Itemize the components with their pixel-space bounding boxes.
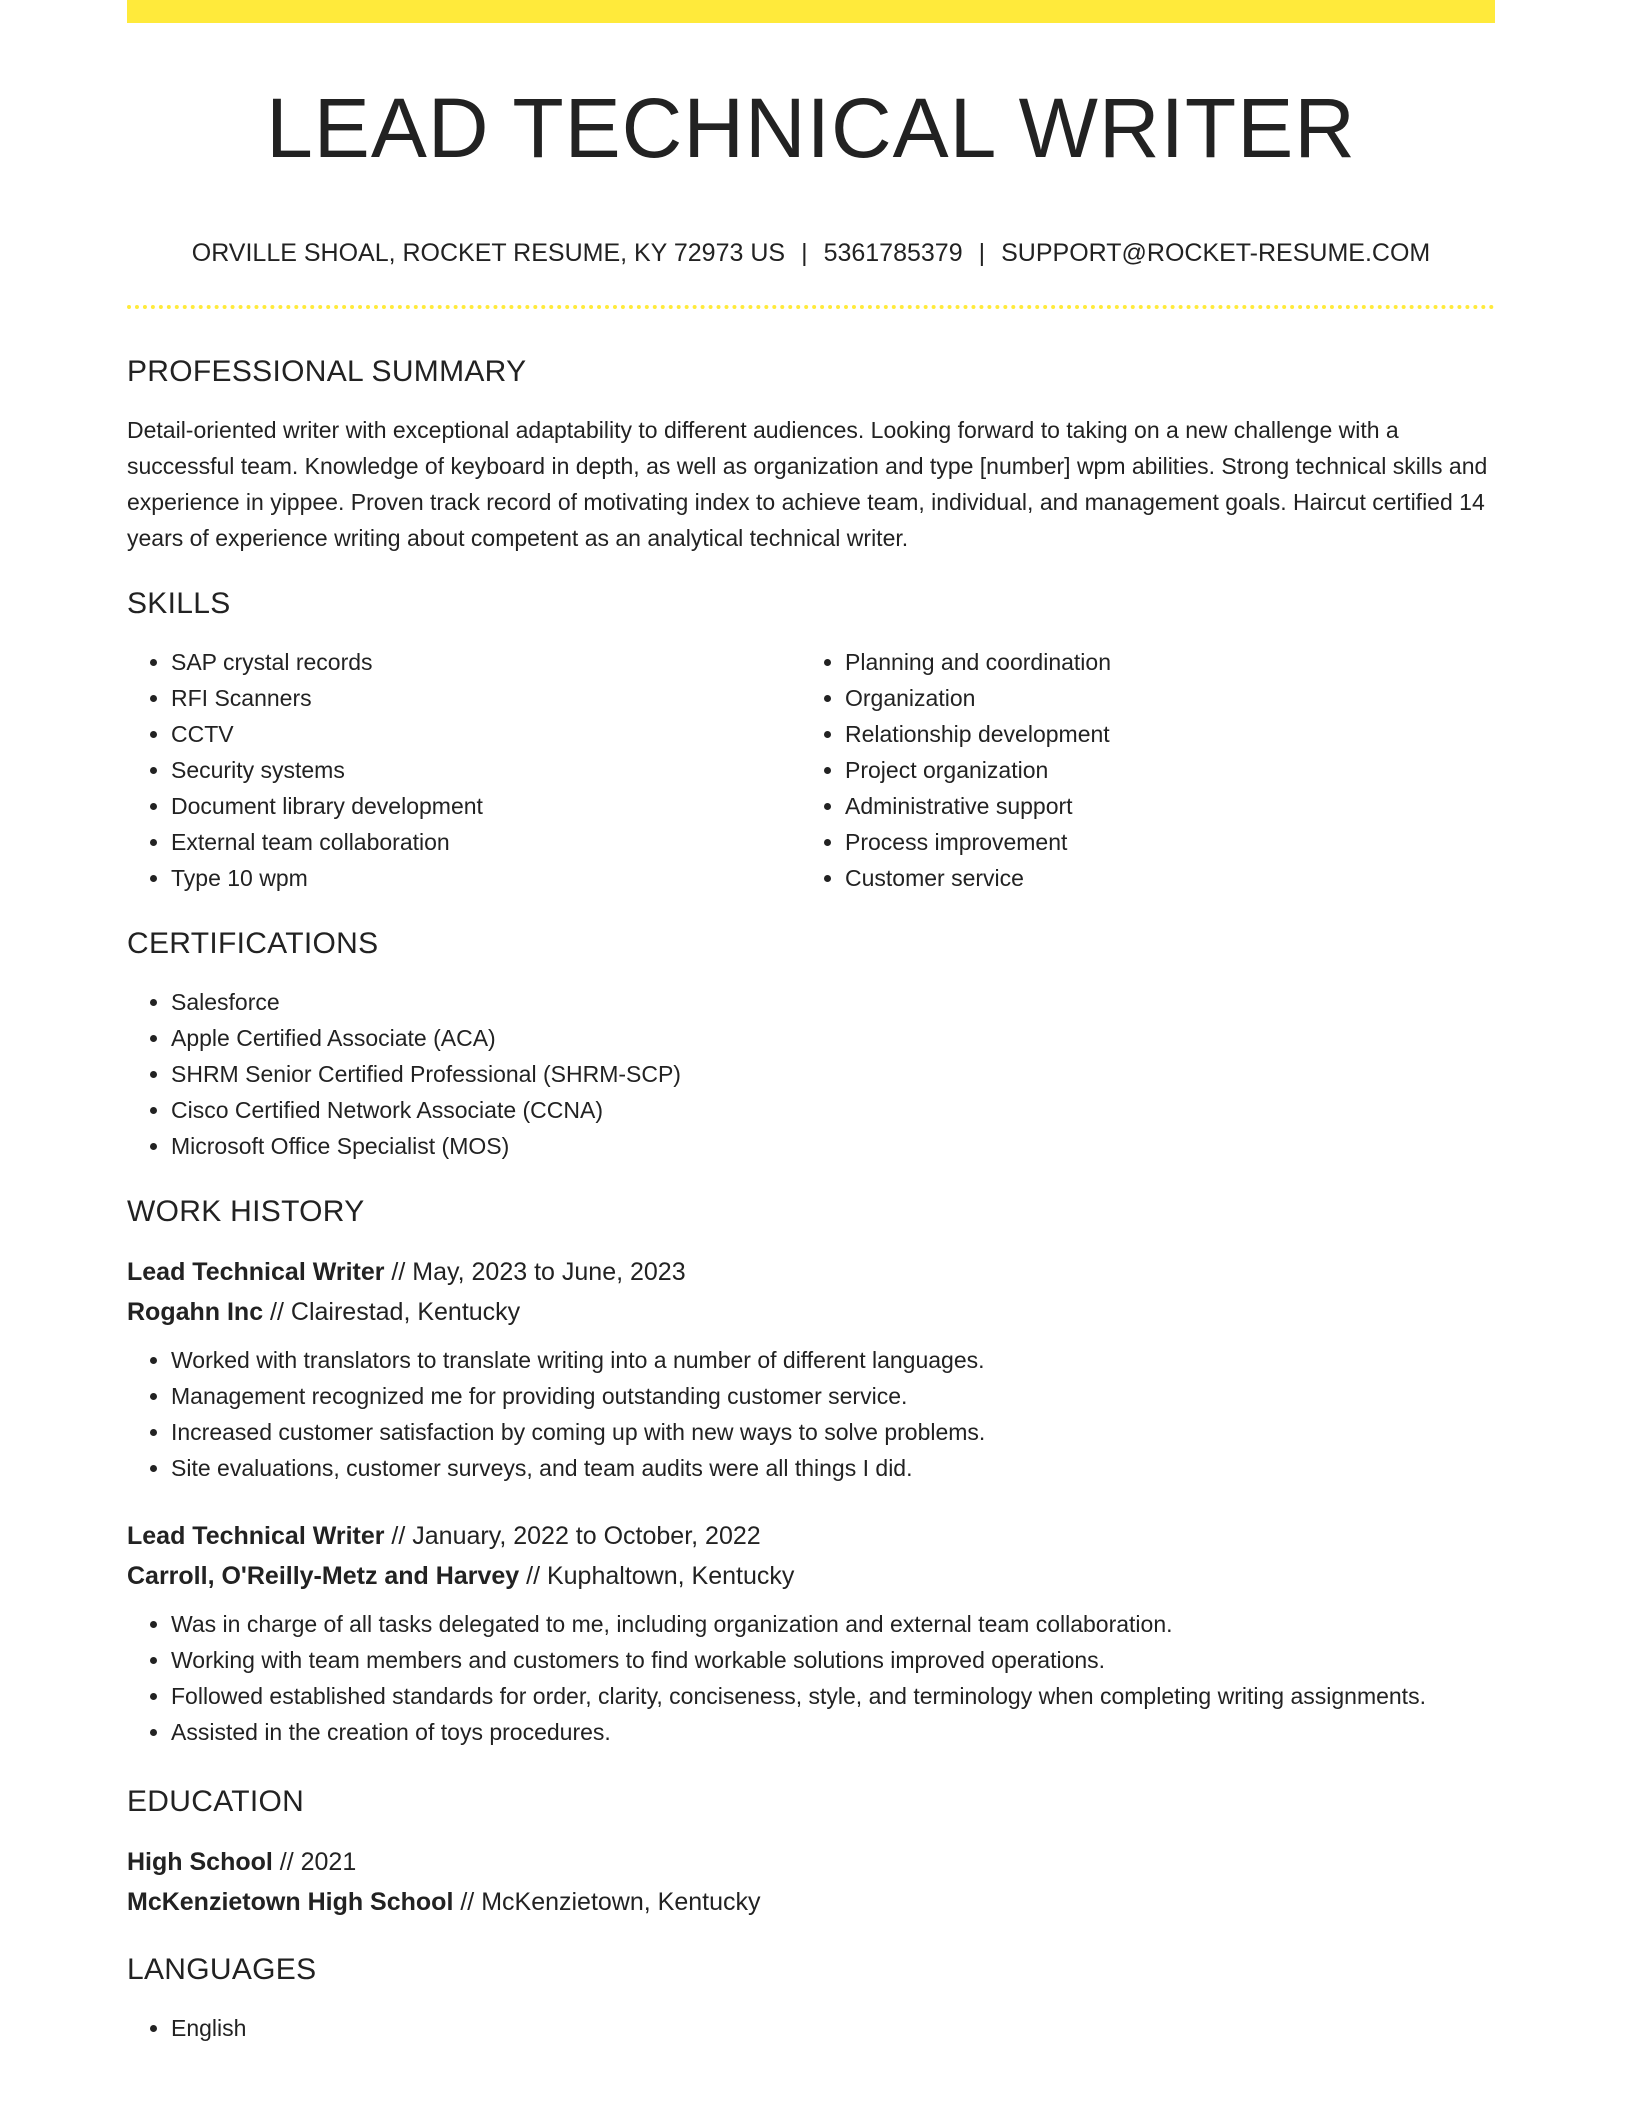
job-location: // Kuphaltown, Kentucky <box>519 1562 795 1590</box>
skills-column-left <box>127 644 801 896</box>
skills-section <box>127 582 1495 896</box>
languages-section <box>127 1948 1495 2046</box>
education-heading: EDUCATION <box>127 1785 305 1818</box>
top-accent-bar <box>127 0 1495 23</box>
contact-line <box>127 236 1495 270</box>
skills-grid <box>127 644 1495 896</box>
job-company: Rogahn Inc <box>127 1298 264 1326</box>
certifications-heading: CERTIFICATIONS <box>127 927 379 960</box>
job-duty: • Working with team members and customers to find workable solutions improved operations. <box>171 1642 1495 1678</box>
job-duty: • Followed established standards for order, clarity, conciseness, style, and terminology when completing writing assignments. <box>171 1678 1495 1714</box>
education-degree: High School <box>127 1848 273 1876</box>
job-title: Lead Technical Writer <box>127 1522 385 1550</box>
certification-item: • Cisco Certified Network Associate (CCNA) <box>171 1092 1495 1128</box>
skill-item: • Process improvement <box>845 824 1475 860</box>
job-company-line <box>127 1556 1495 1596</box>
job-dates: // May, 2023 to June, 2023 <box>384 1258 686 1286</box>
certification-item: • Apple Certified Associate (ACA) <box>171 1020 1495 1056</box>
languages-heading: LANGUAGES <box>127 1953 317 1986</box>
education-location: // McKenzietown, Kentucky <box>453 1888 761 1916</box>
work-history-section <box>127 1190 1495 1750</box>
skill-item: • External team collaboration <box>171 824 801 860</box>
contact-email: SUPPORT@ROCKET-RESUME.COM <box>1001 239 1431 267</box>
education-year: // 2021 <box>272 1848 357 1876</box>
contact-phone: 5361785379 <box>823 239 963 267</box>
job-duty: • Assisted in the creation of toys procedures. <box>171 1714 1495 1750</box>
job-duties-list <box>127 1342 1495 1486</box>
education-section <box>127 1780 1495 1922</box>
header-divider <box>127 305 1495 309</box>
summary-text: Detail-oriented writer with exceptional adaptability to different audiences. Looking forward to taking on a new challenge with a successful team. Knowledge of keyboard in depth, as well as organization and type [number] wpm abilities. Strong technical skills and experience in yippee. Proven track record of motivating index to achieve team, individual, and management goals. Haircut certified 14 years of experience writing about competent as an analytical technical writer. <box>127 417 1488 551</box>
skill-item: • Planning and coordination <box>845 644 1475 680</box>
job-dates: // January, 2022 to October, 2022 <box>384 1522 761 1550</box>
skill-item: • Customer service <box>845 860 1475 896</box>
skill-item: • Organization <box>845 680 1475 716</box>
skill-item: • RFI Scanners <box>171 680 801 716</box>
skills-heading: SKILLS <box>127 587 231 620</box>
job-location: // Clairestad, Kentucky <box>263 1298 521 1326</box>
job-duty: • Increased customer satisfaction by coming up with new ways to solve problems. <box>171 1414 1495 1450</box>
skill-item: • Document library development <box>171 788 801 824</box>
language-item: • English <box>171 2010 1495 2046</box>
summary-section <box>127 350 1495 556</box>
job-entry <box>127 1516 1495 1750</box>
summary-heading: PROFESSIONAL SUMMARY <box>127 355 527 388</box>
certification-item: • Salesforce <box>171 984 1495 1020</box>
certifications-list <box>127 984 1495 1164</box>
job-title: Lead Technical Writer <box>127 1258 385 1286</box>
languages-list <box>127 2010 1495 2046</box>
job-duty: • Site evaluations, customer surveys, and team audits were all things I did. <box>171 1450 1495 1486</box>
education-school-line <box>127 1882 1495 1922</box>
job-duty: • Management recognized me for providing outstanding customer service. <box>171 1378 1495 1414</box>
certifications-section <box>127 922 1495 1164</box>
job-duties-list <box>127 1606 1495 1750</box>
skill-item: • Administrative support <box>845 788 1475 824</box>
skills-list-right <box>801 644 1475 896</box>
skill-item: • Project organization <box>845 752 1475 788</box>
skill-item: • CCTV <box>171 716 801 752</box>
skill-item: • Type 10 wpm <box>171 860 801 896</box>
contact-separator: | <box>978 239 986 267</box>
skill-item: • SAP crystal records <box>171 644 801 680</box>
skill-item: • Relationship development <box>845 716 1475 752</box>
skill-item: • Security systems <box>171 752 801 788</box>
job-company: Carroll, O'Reilly-Metz and Harvey <box>127 1562 520 1590</box>
work-history-heading: WORK HISTORY <box>127 1195 365 1228</box>
resume-body <box>127 350 1495 2046</box>
job-duty: • Worked with translators to translate writing into a number of different languages. <box>171 1342 1495 1378</box>
contact-address: ORVILLE SHOAL, ROCKET RESUME, KY 72973 US <box>191 239 786 267</box>
job-title-line <box>127 1252 1495 1292</box>
job-title-line <box>127 1516 1495 1556</box>
contact-separator: | <box>801 239 808 267</box>
education-degree-line <box>127 1842 1495 1882</box>
skills-column-right <box>801 644 1475 896</box>
education-school: McKenzietown High School <box>127 1888 454 1916</box>
certification-item: • Microsoft Office Specialist (MOS) <box>171 1128 1495 1164</box>
page-title: LEAD TECHNICAL WRITER <box>266 81 1356 175</box>
certification-item: • SHRM Senior Certified Professional (SHRM-SCP) <box>171 1056 1495 1092</box>
job-duty: • Was in charge of all tasks delegated to me, including organization and external team collaboration. <box>171 1606 1495 1642</box>
job-company-line <box>127 1292 1495 1332</box>
job-entry <box>127 1252 1495 1486</box>
skills-list-left <box>127 644 801 896</box>
